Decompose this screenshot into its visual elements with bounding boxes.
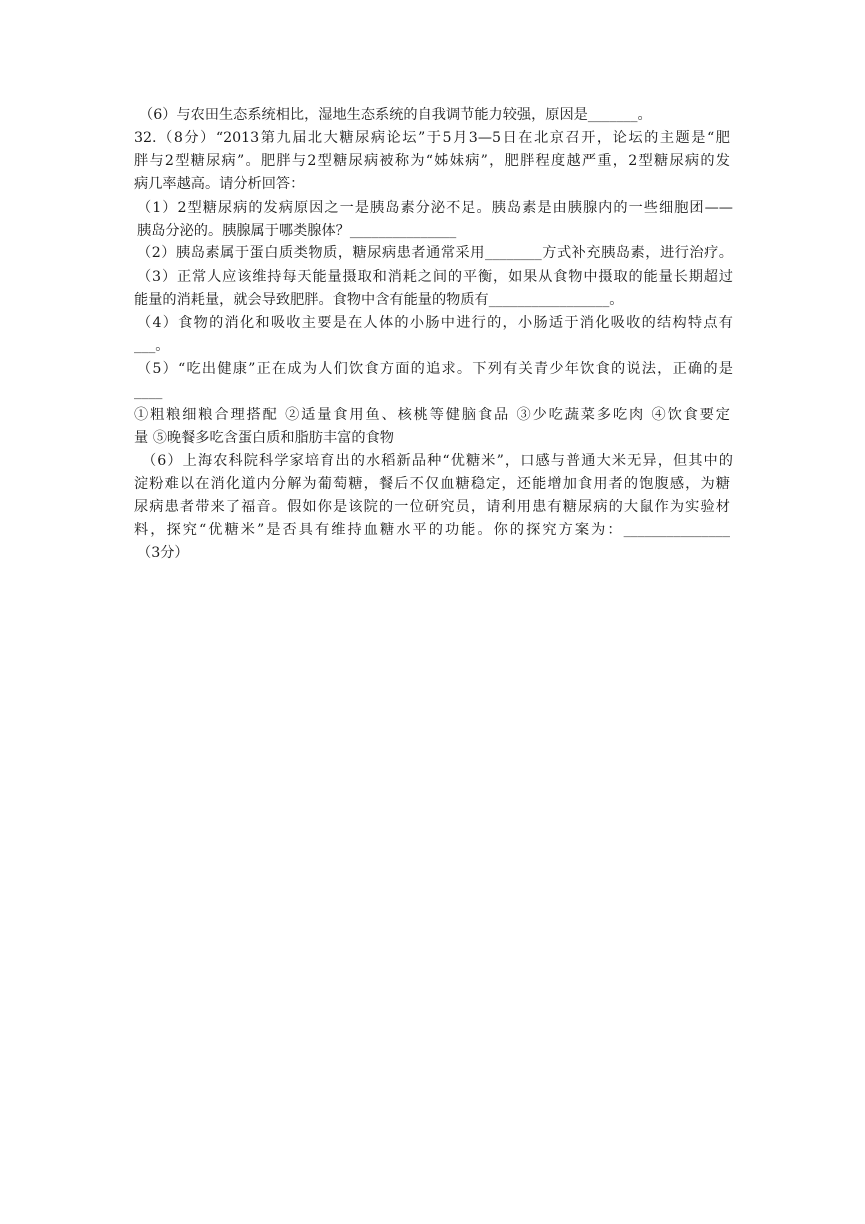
text-line-1: （6）与农田生态系统相比，湿地生态系统的自我调节能力较强，原因是_______。 (139, 107, 652, 123)
text-line-10: （4）食物的消化和吸收主要是在人体的小肠中进行的，小肠适于消化吸收的结构特点有 (137, 315, 733, 331)
text-line-3: 胖与2型糖尿病”。肥胖与2型糖尿病被称为“姊妹病”，肥胖程度越严重，2型糖尿病的发 (134, 153, 730, 169)
text-line-4: 病几率越高。请分析回答： (134, 176, 305, 192)
text-line-6: 胰岛分泌的。胰腺属于哪类腺体？_______________ (137, 223, 457, 239)
text-line-15: 量 ⑤晚餐多吃含蛋白质和脂肪丰富的食物 (134, 430, 394, 446)
text-line-19: 料，探究“优糖米”是否具有维持血糖水平的功能。你的探究方案为：_______________ (134, 522, 730, 538)
text-line-16: （6）上海农科院科学家培育出的水稻新品种“优糖米”，口感与普通大米无异，但其中的 (142, 453, 733, 469)
text-line-20: （3分） (137, 545, 189, 561)
text-line-9: 能量的消耗量，就会导致肥胖。食物中含有能量的物质有_________________。 (134, 292, 624, 308)
text-line-2: 32.（8分）“2013第九届北大糖尿病论坛”于5月3—5日在北京召开，论坛的主题是“肥 (134, 130, 730, 146)
text-line-18: 尿病患者带来了福音。假如你是该院的一位研究员，请利用患有糖尿病的大鼠作为实验材 (134, 499, 730, 515)
text-line-8: （3）正常人应该维持每天能量摄取和消耗之间的平衡，如果从食物中摄取的能量长期超过 (137, 269, 733, 285)
text-line-5: （1）2型糖尿病的发病原因之一是胰岛素分泌不足。胰岛素是由胰腺内的一些细胞团—— (137, 200, 733, 216)
text-line-7: （2）胰岛素属于蛋白质类物质，糖尿病患者通常采用________方式补充胰岛素，进行治疗。 (137, 245, 733, 261)
text-line-12: （5）“吃出健康”正在成为人们饮食方面的追求。下列有关青少年饮食的说法，正确的是 (137, 361, 733, 377)
text-line-11: ___。 (134, 338, 170, 354)
text-line-17: 淀粉难以在消化道内分解为葡萄糖，餐后不仅血糖稳定，还能增加食用者的饱腹感，为糖 (134, 476, 730, 492)
text-line-13: ____ (134, 384, 163, 400)
text-line-14: ①粗粮细粮合理搭配 ②适量食用鱼、核桃等健脑食品 ③少吃蔬菜多吃肉 ④饮食要定 (134, 407, 730, 423)
